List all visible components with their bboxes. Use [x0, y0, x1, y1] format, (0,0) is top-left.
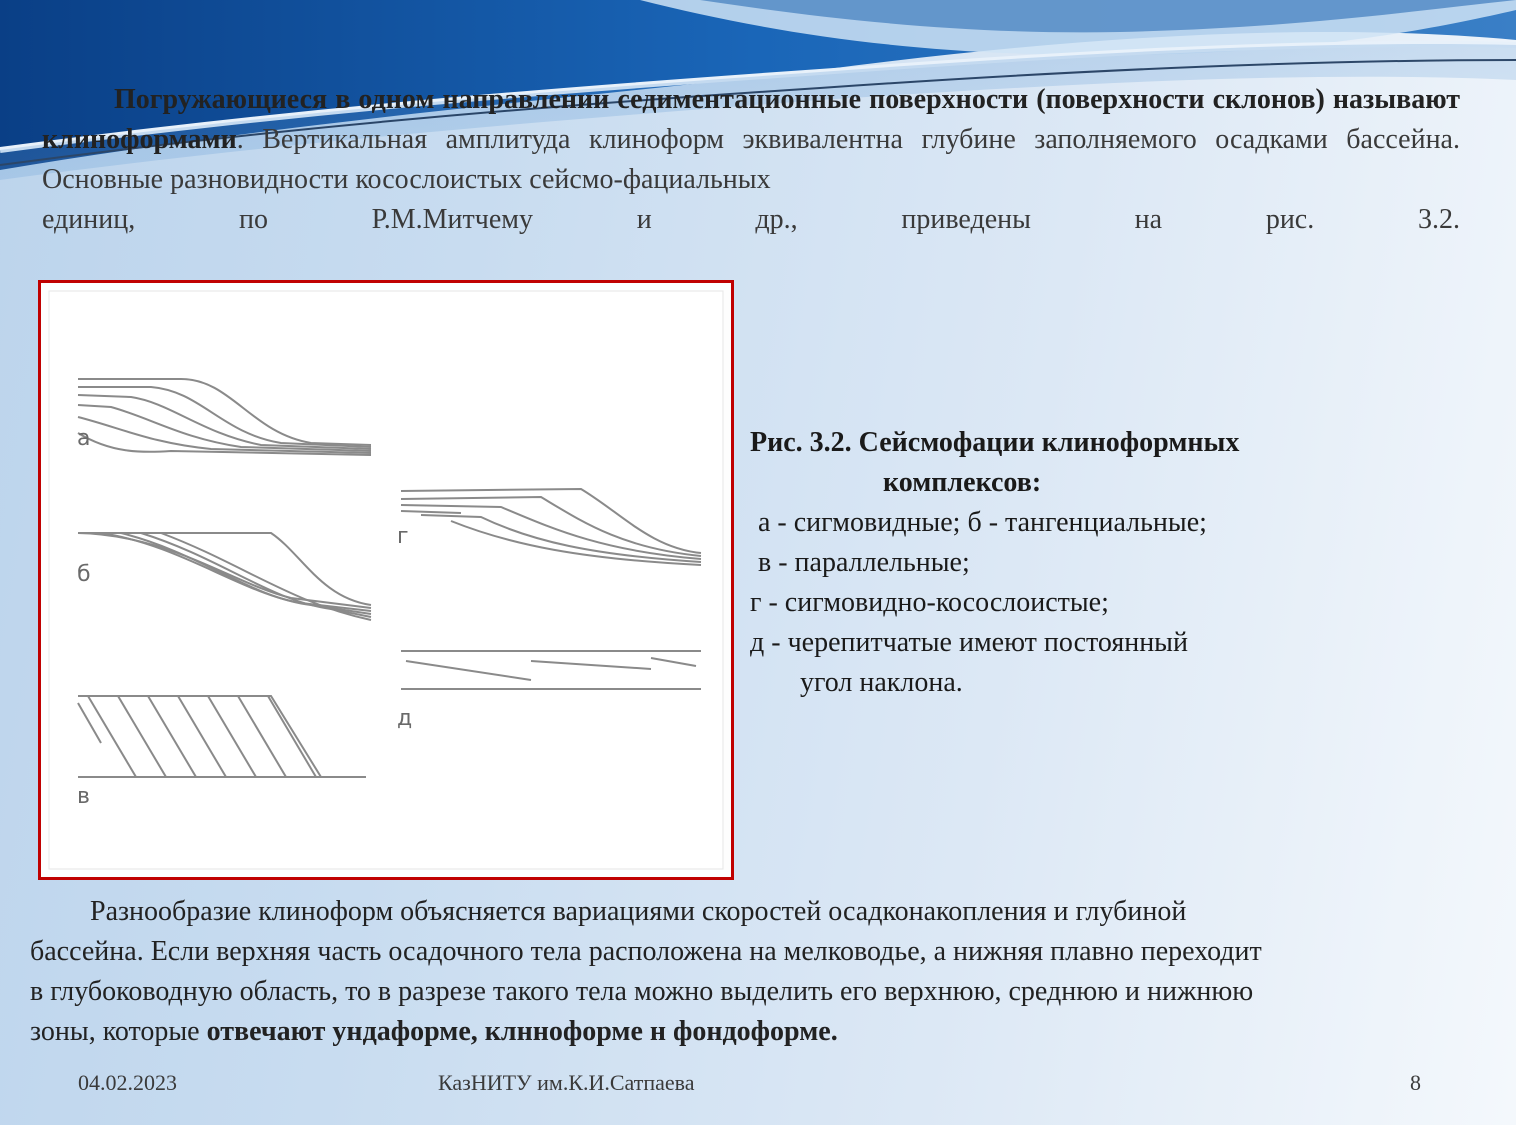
top-paragraph: [42, 80, 1460, 200]
label-b: б: [77, 562, 91, 587]
figure-frame: [38, 280, 734, 880]
word: Р.М.Митчему: [371, 204, 533, 235]
bottom-line-normal: зоны, которые: [30, 1016, 207, 1047]
word: приведены: [901, 204, 1031, 235]
top-paragraph-last-line: [42, 200, 1460, 240]
caption-item-v: в - параллельные;: [758, 547, 970, 578]
caption-item-g: г - сигмовидно-косослоистые;: [750, 587, 1109, 618]
bottom-line: в глубоководную область, то в разрезе такого тела можно выделить его верхнюю, среднюю и нижнюю: [30, 976, 1254, 1007]
word: по: [238, 204, 268, 235]
top-paragraph-normal: . Вертикальная амплитуда клиноформ эквивалентна глубине заполняемого осадками бассейна. Основные разновидности косослоистых сейсмо-фациальных: [42, 124, 1460, 195]
bottom-line: бассейна. Если верхняя часть осадочного тела расположена на мелководье, а нижняя плавно переходит: [30, 936, 1262, 967]
figure-caption: [750, 423, 1450, 703]
bottom-line-last: [30, 1012, 1490, 1052]
label-g: г: [397, 524, 409, 549]
label-a: а: [77, 426, 91, 451]
word: др.,: [755, 204, 798, 235]
caption-title-cont: комплексов:: [883, 467, 1042, 498]
top-paragraph-bold: Погружающиеся в одном направлении седиментационные поверхности (поверхности склонов) называют клиноформами: [42, 84, 1460, 155]
label-v: в: [77, 784, 90, 809]
word: единиц,: [42, 204, 136, 235]
caption-item-d: д - черепитчатые имеют постоянный: [750, 627, 1188, 658]
label-d: д: [397, 706, 413, 731]
word: 3.2.: [1417, 204, 1460, 235]
footer-organization: КазНИТУ им.К.И.Сатпаева: [438, 1070, 695, 1095]
footer-page-number: 8: [1410, 1070, 1421, 1095]
footer-date: 04.02.2023: [78, 1070, 177, 1095]
word: и: [636, 204, 652, 235]
caption-item-d-cont: угол наклона.: [800, 667, 963, 698]
caption-title: Рис. 3.2. Сейсмофации клиноформных: [750, 427, 1240, 458]
word: на: [1134, 204, 1163, 235]
bottom-line-bold: отвечают ундаформе, клнноформе н фондоформе.: [206, 1016, 838, 1047]
bottom-line: Разнообразие клиноформ объясняется вариациями скоростей осадконакопления и глубиной: [90, 896, 1187, 927]
bottom-paragraph: [30, 892, 1490, 1052]
caption-item-a-b: а - сигмовидные; б - тангенциальные;: [758, 507, 1207, 538]
clinoform-figure: [41, 283, 731, 877]
word: рис.: [1265, 204, 1315, 235]
